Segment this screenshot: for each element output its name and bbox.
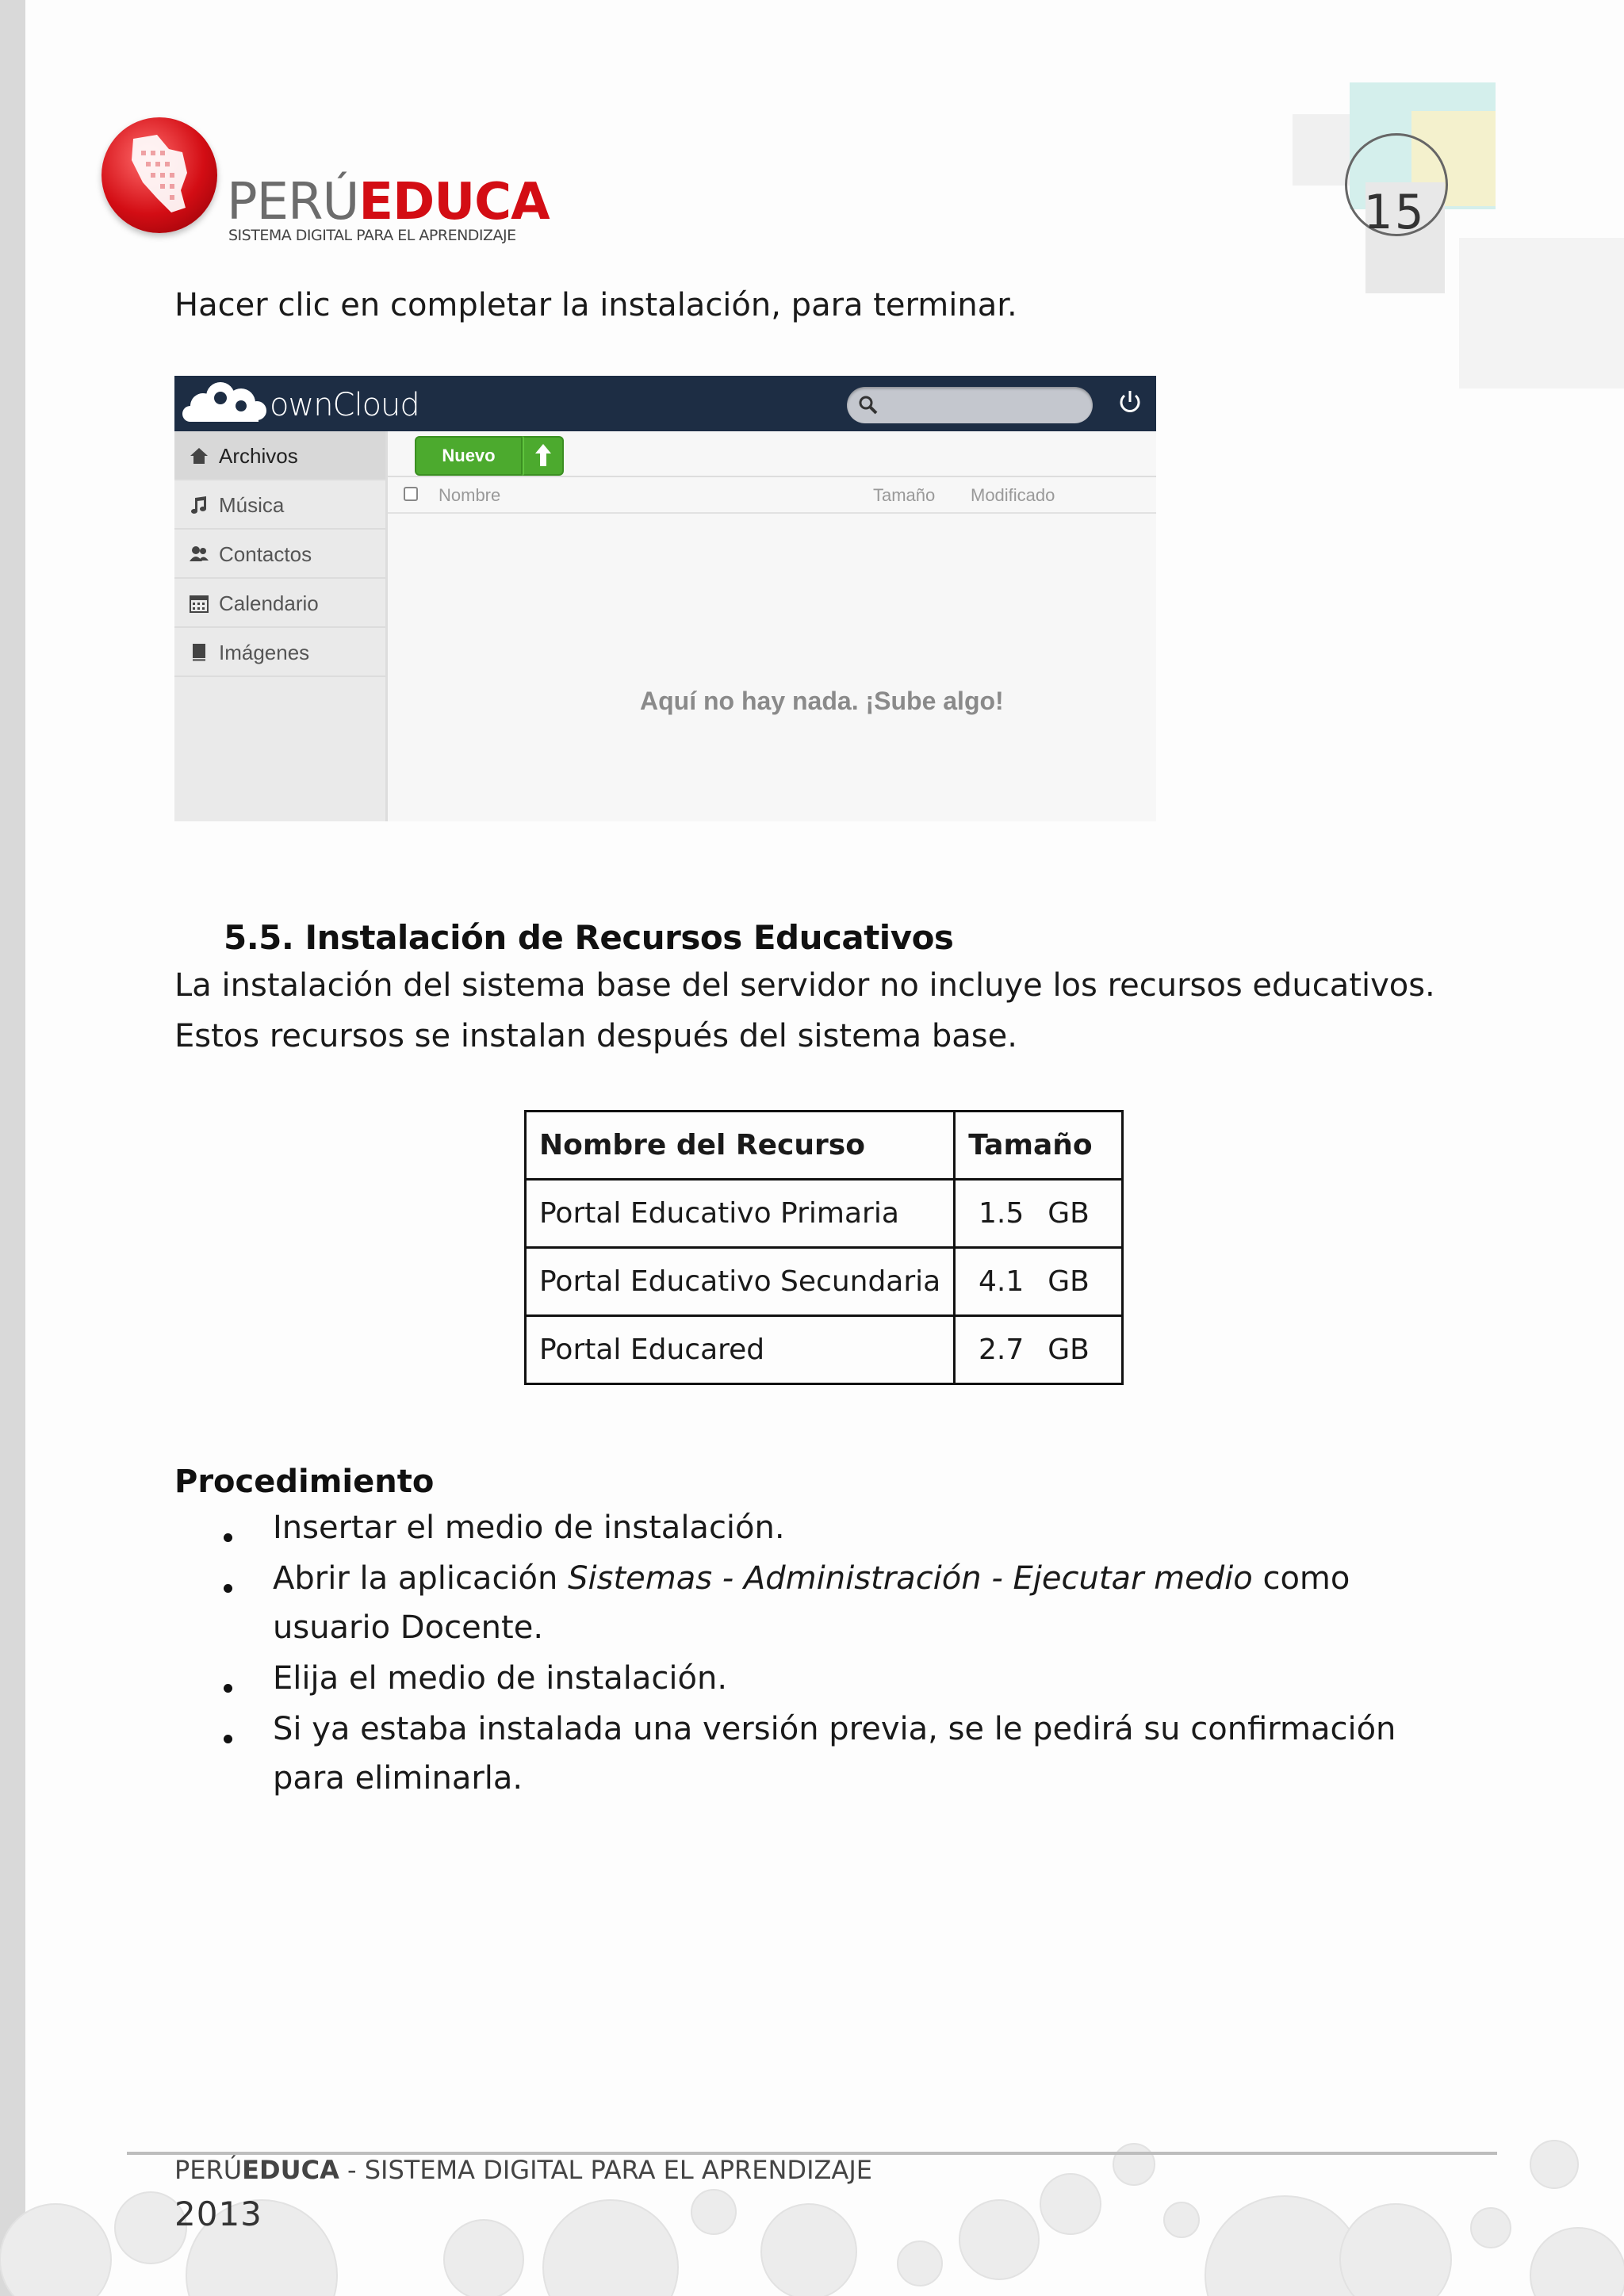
search-icon [858,395,879,415]
calendar-icon [189,593,209,614]
nav-item-musica[interactable] [174,480,385,530]
page-number-badge: 15 [1345,133,1448,236]
footer-year: 2013 [174,2195,262,2233]
peru-map-icon [125,135,189,214]
resource-size-cell: 1.5 GB [955,1180,1123,1248]
upload-arrow-icon [524,438,562,474]
empty-folder-message: Aquí no hay nada. ¡Sube algo! [640,687,1004,715]
step-text: Insertar el medio de instalación. [273,1510,785,1546]
nav-item-label: Archivos [219,444,298,468]
nav-item-calendario[interactable] [174,579,385,628]
logout-power-icon[interactable] [1116,388,1143,415]
corner-decoration [1459,238,1624,388]
table-row [526,1248,1123,1316]
app-path-italic: Sistemas - Administración - Ejecutar medio [568,1560,1253,1597]
owncloud-logo[interactable] [181,379,419,427]
home-icon [189,446,209,466]
search-input[interactable] [847,387,1093,423]
table-row [526,1316,1123,1384]
nav-item-imagenes[interactable] [174,628,385,677]
table-header-cell: Nombre del Recurso [526,1112,955,1180]
section-heading: 5.5. Instalación de Recursos Educativos [224,918,954,957]
nav-item-label: Contactos [219,542,312,566]
bullet-dot [224,1735,232,1743]
owncloud-screenshot [174,376,1156,821]
image-icon [189,642,209,663]
step-text-continued: usuario Docente. [273,1609,544,1646]
page-left-bar [0,0,25,2296]
bullet-dot [224,1684,232,1693]
resource-name-cell: Portal Educared [526,1316,955,1384]
resources-table [524,1110,1124,1385]
table-row [526,1180,1123,1248]
owncloud-header [174,376,1156,431]
step-text: Abrir la aplicación Sistemas - Administración - Ejecutar medio como [273,1560,1350,1597]
bullet-dot [224,1533,232,1542]
column-name[interactable]: Nombre [439,485,501,505]
nav-item-label: Calendario [219,591,319,615]
owncloud-controls-bar [388,431,1156,477]
resource-name-cell: Portal Educativo Primaria [526,1180,955,1248]
column-size[interactable]: Tamaño [873,485,936,505]
section-paragraph-line: Estos recursos se instalan después del sistema base. [174,1018,1017,1054]
bullet-dot [224,1584,232,1593]
logo-emblem [102,117,217,233]
table-header-cell: Tamaño [955,1112,1123,1180]
section-paragraph-line: La instalación del sistema base del servidor no incluye los recursos educativos. [174,967,1435,1004]
nav-item-label: Música [219,493,285,517]
cloud-icon [181,379,270,427]
nav-item-archivos[interactable] [174,431,385,480]
peruesduca-logo [102,117,550,252]
column-modified[interactable]: Modificado [971,485,1055,505]
table-header-row [526,1112,1123,1180]
resource-size-cell: 2.7 GB [955,1316,1123,1384]
nav-item-label: Imágenes [219,641,310,664]
step-text-continued: para eliminarla. [273,1760,523,1797]
step-text: Si ya estaba instalada una versión previa, se le pedirá su confirmación [273,1711,1396,1747]
resource-size-cell: 4.1 GB [955,1248,1123,1316]
procedure-heading: Procedimiento [174,1464,435,1500]
select-all-checkbox[interactable] [404,487,418,501]
owncloud-sidebar [174,431,388,821]
contacts-icon [189,544,209,564]
file-list-header [388,477,1156,514]
owncloud-file-area [388,431,1156,821]
footer-brand-line: PERÚEDUCA - SISTEMA DIGITAL PARA EL APRENDIZAJE [174,2155,872,2185]
resource-name-cell: Portal Educativo Secundaria [526,1248,955,1316]
nav-item-contactos[interactable] [174,530,385,579]
music-icon [189,495,209,515]
owncloud-brand-text: ownCloud [270,387,419,423]
step-text: Elija el medio de instalación. [273,1660,728,1697]
intro-text: Hacer clic en completar la instalación, para terminar. [174,287,1017,323]
logo-tagline: SISTEMA DIGITAL PARA EL APRENDIZAJE [228,227,516,244]
upload-button[interactable] [523,436,564,476]
logo-wordmark: PERÚEDUCA [227,173,550,232]
new-button[interactable]: Nuevo [415,436,523,476]
